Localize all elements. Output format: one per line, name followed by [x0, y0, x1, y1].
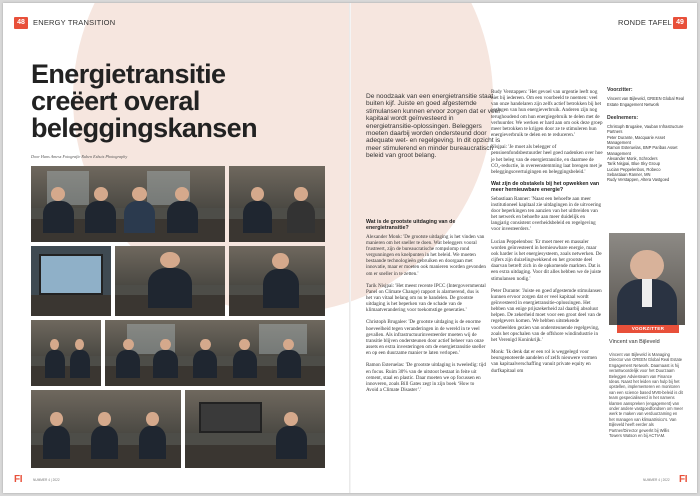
right-page-number: 49 — [673, 17, 687, 29]
moderator-portrait — [609, 233, 685, 325]
photo-speaker — [115, 246, 225, 316]
photo-table-left — [31, 320, 101, 386]
photo-roundtable-wide — [105, 320, 325, 386]
moderator-badge: VOORZITTER — [617, 325, 679, 333]
text-column-2 — [491, 89, 603, 380]
question-2: Wat zijn de obstakels bij het opwekken van meer hernieuwbare energie? — [491, 181, 600, 194]
moderator-entry: Vincent van Bijleveld, GREEN Global Real Estate Engagement Network — [607, 96, 685, 107]
moderator-name: Vincent van Bijleveld — [609, 339, 660, 345]
magazine-spread — [3, 3, 697, 493]
paragraph: Tarik Nisjpai: 'Het meest recente IPCC (Intergovernmental Panel on Climate Change) rapport is alarmerend, dus is het van vitaal belang om nu te handelen. De grootste uitdaging is het beperken van de schade van de klimaatverandering voor toekomstige generaties.' — [366, 282, 486, 314]
left-footer: NUMMER 4 | 2022 — [33, 478, 60, 482]
photo-participant — [229, 246, 325, 316]
paragraph: Sebastiaan Ranner: 'Naast een behoefte aan meer institutioneel kapitaal zie uitdagingen in de uitvoering door beperkingen ten aanzien van het uitbreiden van het netwerk en behoefte aan meer duidelijk en langjarig consistent overheidsbeleid en regelgeving voor investeerders.' — [491, 195, 602, 233]
participant-entry: Lucian Peppelenbos, Robeco — [607, 166, 661, 172]
photo-collage — [31, 166, 325, 468]
photo-table-bottom — [31, 390, 181, 468]
left-section-title: ENERGY TRANSITION — [33, 18, 116, 27]
right-section-title: RONDE TAFEL — [618, 18, 673, 27]
paragraph: Lucian Peppelenbos: 'Er moet meer en massaler worden geïnvesteerd in hernieuwbare energie, maar ook harder is het energiesysteem, zoals netwerken. De cijfers zijn duizelingwekkend en het grootste deel daarvan betreft zich in de opkomende markten. Dat is een extra uitdaging. Voor dit alles hebben we de juiste stimulansen nodig.' — [491, 238, 602, 282]
paragraph: Christoph Brugalee: 'De grootste uitdaging is de enorme hoeveelheid tegen veranderingen in de wereld in te veel gevallen. Als infrastructuurinvesteerder moeten wij de transitie blijven ondersteunen door actief beheer van onze assets en extra investeringen om de energietransitie sneller en op een duurzame manier te laten verlopen.' — [366, 319, 486, 357]
moderator-bio: Vincent van Bijleveld is Managing Director van GREEN Global Real Estate Engagement Network. Daarnaast is hij verantwoordelijk voor het Duurzaam Beleggen Adviesteam van Finance Ideas. Naast het leiden van hulp bij het opstellen, implementeren en monitoren van een science based MVB-beleid is dit team gespecialiseerd in het namens klanten aanspreken (engagement) van onder andere vastgoedfondsen om meer werk te maken van verduurzaming en het managen van klimaatrisico's. Van Bijleveld heeft eerder als Partner/Director gewerkt bij Willis Towers Watson en bij ACTIAM. — [609, 352, 683, 439]
question-1: Wat is de grootste uitdaging van de energietransitie? — [366, 219, 456, 232]
article-lead: De noodzaak van een energietransitie staat buiten kijf. Juiste en goed afgestemde stimulansen kunnen ervoor zorgen dat er veel kapitaal wordt geïnvesteerd in energietransitie-oplossingen. Beleggers moeten daarbij worden ondersteund door adequate wet- en regelgeving. In dit opzicht is meer stimulerend en minder bureaucratisch beleid van groot belang. — [366, 93, 501, 160]
participants-sidebar — [607, 88, 685, 182]
page-gutter — [349, 3, 351, 493]
participant-entry: Peter Durante, Macquarie Asset Management — [607, 134, 666, 146]
headline-line-3: beleggingskansen — [31, 113, 257, 143]
participant-entry: Alexander Monk, Schroders — [607, 155, 658, 161]
paragraph: Peter Durante: 'Juiste en goed afgestemde stimulansen kunnen ervoor zorgen dat er veel kapitaal wordt geïnvesteerd in energietransitie-oplossingen. Het hebben van enige prijszekerheid zal daarbij absoluut helpen. De zekerheid moet voor een groot deel van de regelgevers komen. We hebben uitstekende voorbeelden gezien van ondersteunende regelgeving, zoals het opschalen van de offshore windindustrie in het Verenigd Koninkrijk.' — [491, 287, 602, 343]
photo-screen-table — [185, 390, 325, 468]
photo-roundtable-1 — [31, 166, 225, 242]
right-logo: FI — [679, 474, 688, 485]
paragraph: Nisjpai: 'Je moet als belegger of pensioenfondsbestuurder heel goed nadenken over hoe je het beleg van de energietransitie, en daarmee de CO₂-reductie, in overeenstemming laat brengen met je beleggingsovertuigingen en beleggingsbeleid.' — [491, 144, 603, 175]
headline-line-1: Energietransitie — [31, 59, 226, 89]
paragraph: Rudy Verstappen: 'Het gevoel van urgentie leeft nog niet bij iedereen. Om een voorbeeld te noemen: veel van onze handelaren zijn zelfs actief betrokken bij het verlagen van hun energieverbruik. Anderen zijn nog terughoudend om hun energiegebruik te delen met de verhuurder. We werken er hard aan om ook deze groep meer betrokken te krijgen door ze te stimuleren hun energieverbruik te delen en te reduceren.' — [491, 89, 603, 139]
participant-entry: Rudy Verstappen, Altera Vastgoed — [607, 177, 670, 183]
paragraph: Ramon Esteruelas: 'De grootste uitdaging is tweeledig: tijd en focus. Ruim 30% van de uitstoot bestaat in feite uit cement, staal en plastic. Daar moeten we op focussen en innoveren, zoals Bill Gates zegt in zijn boek ‘How to Avoid a Climate Disaster’.' — [366, 362, 486, 394]
right-footer: NUMMER 4 | 2022 — [643, 478, 670, 482]
paragraph: Alexander Monk: 'De grootste uitdaging is het vinden van manieren om het sneller te doen. Wat beleggers vooral frustreert, zijn de bureaucratische rompslomp rond vergunningen en knelpunten in het beleid. We moeten bestaande technologieën gebruiken en doorgaan met innovatie, maar er moeten ook manieren worden gevonden om er sneller in te zetten.' — [366, 233, 486, 277]
headline-line-2: creëert overal — [31, 86, 200, 116]
photo-video-call — [31, 246, 111, 316]
moderator-label: Voorzitter: — [607, 87, 633, 93]
article-headline — [31, 61, 331, 142]
text-column-1 — [366, 217, 486, 399]
left-page-number: 48 — [14, 17, 28, 29]
participant-entry: Tarik Nisjpai, Blue Sky Group — [607, 161, 661, 167]
photo-roundtable-2 — [229, 166, 325, 242]
participant-entry: Christoph Brugalee, Vauban Infrastructure Partners — [607, 124, 684, 135]
paragraph: Monk: 'Ik denk dat er een rol is weggelegd voor beursgenoteerde aandelen of zelfs nieuwere vormen van kapitaalverschaffing vanuit private equity en durfkapitaal om — [491, 349, 597, 374]
participant-entry: Sebastiaan Ranner, MN — [607, 171, 651, 177]
photo-credit: Door Hans Amesz Fotografie Ruben Eshuis Photography — [31, 154, 128, 159]
left-logo: FI — [14, 474, 23, 485]
participant-entry: Ramon Esteruelas, BNP Paribas Asset Management — [607, 145, 678, 156]
participants-label: Deelnemers: — [607, 114, 639, 121]
